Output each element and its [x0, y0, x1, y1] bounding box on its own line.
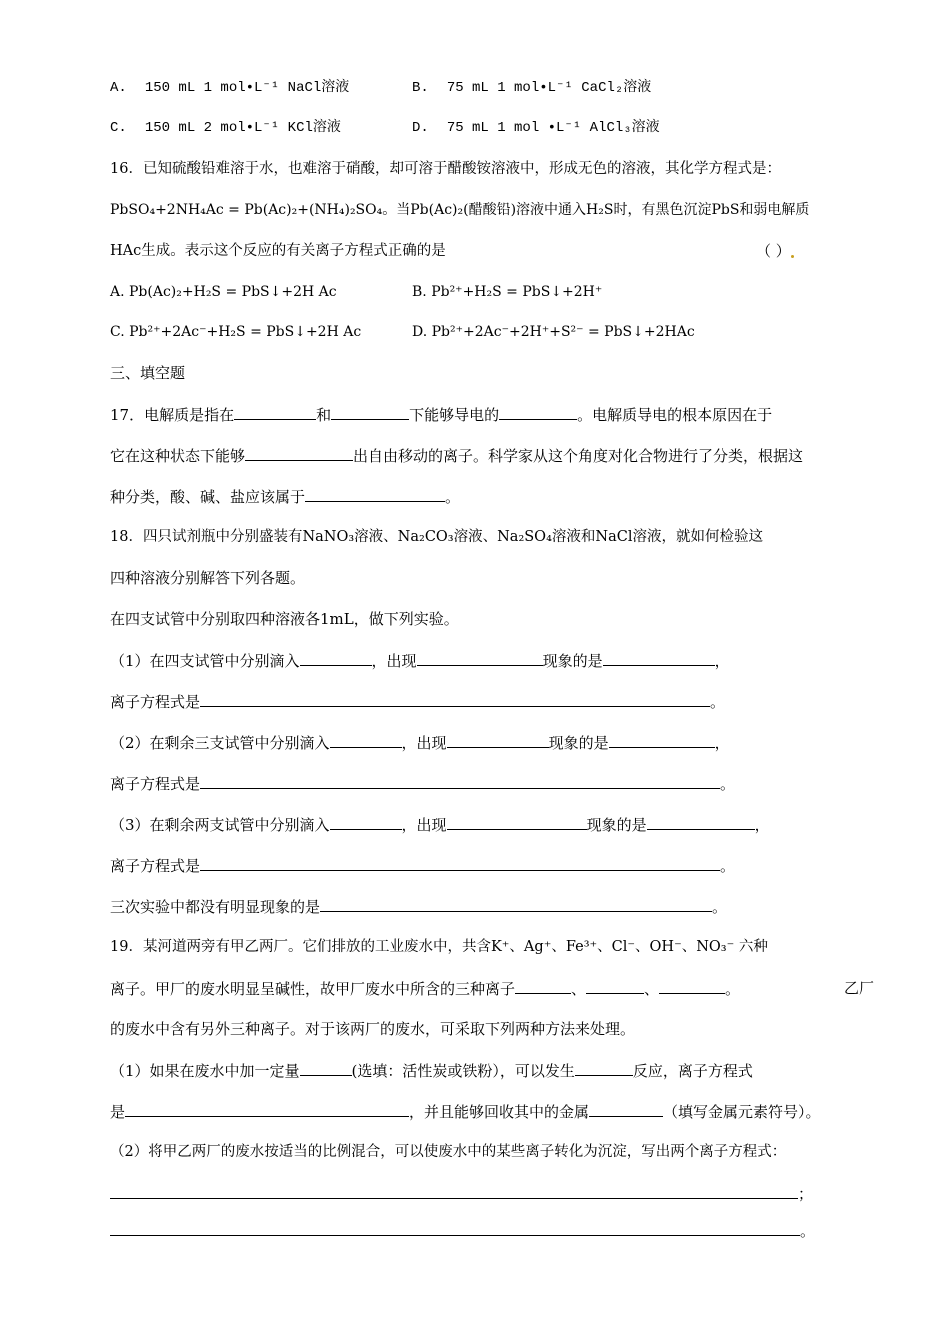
q18-part-1 [110, 650, 730, 671]
q18-ion-eq-1 [110, 691, 725, 712]
q18-ion-eq-3 [110, 855, 735, 876]
q16-stem-line-3: HAc生成。表示这个反应的有关离子方程式正确的是 [110, 243, 446, 259]
q17-text-b: 和 [316, 406, 332, 424]
q19-p1-text-d: 是 [110, 1103, 126, 1121]
q19-text-b: 乙厂 [844, 979, 875, 997]
q18-p3-text-a: （3）在剩余两支试管中分别滴入 [110, 816, 330, 834]
q19-line-1: 19．某河道两旁有甲乙两厂。它们排放的工业废水中，共含K⁺、Ag⁺、Fe³⁺、Cl⁻、OH⁻、NO₃⁻ 六种 [110, 939, 768, 955]
q18-p2-text-c: 现象的是 [548, 734, 609, 752]
q18-p2-text-d: ， [714, 734, 730, 752]
q18-p1-blank-reagent[interactable] [300, 650, 372, 666]
q19-line-2 [110, 978, 740, 999]
q16-option-c: C. Pb²⁺+2Ac⁻+H₂S = PbS↓+2H Ac [110, 324, 362, 340]
q18-p3-blank-phenomenon[interactable] [447, 814, 587, 830]
q16-stem-line-1: 16．已知硫酸铅难溶于水，也难溶于硝酸，却可溶于醋酸铵溶液中，形成无色的溶液，其化学方程式是： [110, 161, 781, 177]
q17-text-f: 出自由移动的离子。科学家从这个角度对化合物进行了分类，根据这 [353, 447, 804, 465]
q19-line-3: 的废水中含有另外三种离子。对于该两厂的废水，可采取下列两种方法来处理。 [110, 1020, 636, 1038]
q19-blank-ion-2[interactable] [586, 978, 644, 994]
q19-eq-blank-1[interactable] [110, 1183, 798, 1199]
q17-text-e: 它在这种状态下能够 [110, 447, 246, 465]
q15-option-b-label: B. [412, 80, 429, 96]
q19-p1-text-e: ，并且能够回收其中的金属 [409, 1103, 590, 1121]
q19-p1-text-c: 反应，离子方程式 [632, 1062, 753, 1080]
q18-period-2: 。 [720, 775, 736, 793]
q18-ion-eq-2 [110, 773, 735, 794]
q19-eq-line-1 [110, 1183, 813, 1204]
q18-p1-blank-solution[interactable] [603, 650, 715, 666]
q16-option-b: B. Pb²⁺+H₂S = PbS↓+2H⁺ [412, 284, 603, 300]
q16-answer-bracket[interactable] [756, 241, 794, 261]
q18-p1-blank-phenomenon[interactable] [417, 650, 543, 666]
q17-line-3 [110, 486, 460, 507]
mark-dot [791, 255, 794, 258]
q18-p1-text-d: ， [714, 652, 730, 670]
q19-part-1 [110, 1060, 753, 1081]
q17-text-a: 17．电解质是指在 [110, 406, 235, 424]
q15-option-d-label: D. [412, 120, 429, 136]
q18-none-text: 三次实验中都没有明显现象的是 [110, 898, 321, 916]
q16-bracket-text: （ ） [756, 242, 791, 260]
q17-line-2 [110, 445, 803, 466]
q18-p3-text-d: ， [754, 816, 770, 834]
q19-blank-ion-1[interactable] [515, 978, 571, 994]
q19-p1-text-a: （1）如果在废水中加一定量 [110, 1062, 300, 1080]
q19-eq-line-2 [110, 1220, 815, 1241]
q19-p1-blank-metal[interactable] [589, 1101, 663, 1117]
q18-p3-blank-reagent[interactable] [330, 814, 402, 830]
q19-p1-blank-choice[interactable] [300, 1060, 352, 1076]
section-title: 三、填空题 [110, 364, 186, 382]
q17-text-d: 。电解质导电的根本原因在于 [577, 406, 773, 424]
q19-p1-blank-reaction[interactable] [575, 1060, 633, 1076]
q19-p1-text-b: (选填：活性炭或铁粉），可以发生 [351, 1062, 575, 1080]
q19-p1-blank-equation[interactable] [125, 1101, 409, 1117]
q18-ion-blank-1[interactable] [200, 691, 710, 707]
q18-part-3 [110, 814, 770, 835]
q18-p1-text-b: ，出现 [371, 652, 417, 670]
q16-option-d: D. Pb²⁺+2Ac⁻+2H⁺+S²⁻ = PbS↓+2HAc [412, 324, 695, 340]
q17-blank-4[interactable] [245, 445, 353, 461]
q18-ion-blank-2[interactable] [200, 773, 720, 789]
q15-option-row-2 [110, 118, 341, 138]
q18-p1-text-a: （1）在四支试管中分别滴入 [110, 652, 300, 670]
q19-sep-2: 、 [644, 980, 660, 998]
q18-p3-blank-solution[interactable] [647, 814, 755, 830]
q15-option-b-text: 75 mL 1 mol•L⁻¹ CaCl₂溶液 [446, 80, 652, 96]
q15-option-a-text: 150 mL 1 mol•L⁻¹ NaCl溶液 [144, 80, 350, 96]
q19-eq-blank-2[interactable] [110, 1220, 800, 1236]
q18-period-1: 。 [710, 693, 726, 711]
q17-blank-3[interactable] [499, 404, 577, 420]
q19-blank-ion-3[interactable] [659, 978, 725, 994]
q18-p1-text-c: 现象的是 [542, 652, 603, 670]
q18-ion-label-2: 离子方程式是 [110, 775, 201, 793]
q15-option-d-text: 75 mL 1 mol •L⁻¹ AlCl₃溶液 [446, 120, 660, 136]
q17-blank-2[interactable] [331, 404, 409, 420]
q16-option-a: A. Pb(Ac)₂+H₂S = PbS↓+2H Ac [110, 284, 337, 300]
q15-option-row-1 [110, 78, 349, 98]
q18-ion-blank-3[interactable] [200, 855, 720, 871]
q17-line-1 [110, 404, 772, 425]
q17-text-c: 下能够导电的 [409, 406, 500, 424]
q18-ion-label-1: 离子方程式是 [110, 693, 201, 711]
q19-p1-text-f: （填写金属元素符号）。 [663, 1103, 821, 1121]
q17-text-g: 种分类，酸、碱、盐应该属于 [110, 488, 306, 506]
q18-none-period: 。 [712, 898, 728, 916]
q18-p3-text-b: ，出现 [401, 816, 447, 834]
q18-p3-text-c: 现象的是 [586, 816, 647, 834]
q18-p2-blank-solution[interactable] [609, 732, 715, 748]
q18-no-change-line [110, 896, 727, 917]
q18-p2-text-a: （2）在剩余三支试管中分别滴入 [110, 734, 330, 752]
q19-part-2: （2）将甲乙两厂的废水按适当的比例混合，可以使废水中的某些离子转化为沉淀，写出两个离子方程式： [110, 1144, 787, 1160]
q15-option-c-label: C. [110, 120, 127, 136]
q18-period-3: 。 [720, 857, 736, 875]
q19-period: 。 [725, 980, 741, 998]
q18-line-1: 18．四只试剂瓶中分别盛装有NaNO₃溶液、Na₂CO₃溶液、Na₂SO₄溶液和NaCl溶液，就如何检验这 [110, 529, 763, 545]
q19-part-1-cont [110, 1101, 821, 1122]
q19-end-period: 。 [800, 1222, 816, 1240]
q19-semicolon: ； [798, 1185, 814, 1203]
q19-text-a: 离子。甲厂的废水明显呈碱性，故甲厂废水中所含的三种离子 [110, 980, 516, 998]
q18-line-3: 在四支试管中分别取四种溶液各1mL，做下列实验。 [110, 610, 459, 628]
q18-none-blank[interactable] [320, 896, 712, 912]
q18-part-2 [110, 732, 730, 753]
q17-blank-1[interactable] [234, 404, 316, 420]
q19-sep-1: 、 [571, 980, 587, 998]
q18-p2-blank-reagent[interactable] [330, 732, 402, 748]
q18-p2-text-b: ，出现 [401, 734, 447, 752]
q16-stem-line-2: PbSO₄+2NH₄Ac = Pb(Ac)₂+(NH₄)₂SO₄。当Pb(Ac)₂(醋酸铅)溶液中通入H₂S时，有黑色沉淀PbS和弱电解质 [110, 202, 810, 218]
q15-option-d [412, 118, 660, 138]
q18-p2-blank-phenomenon[interactable] [447, 732, 549, 748]
q15-option-b [412, 78, 651, 98]
q18-ion-label-3: 离子方程式是 [110, 857, 201, 875]
q17-text-h: 。 [445, 488, 461, 506]
q17-blank-5[interactable] [305, 486, 445, 502]
q15-option-c-text: 150 mL 2 mol•L⁻¹ KCl溶液 [144, 120, 341, 136]
q15-option-a-label: A. [110, 80, 127, 96]
q18-line-2: 四种溶液分别解答下列各题。 [110, 569, 306, 587]
